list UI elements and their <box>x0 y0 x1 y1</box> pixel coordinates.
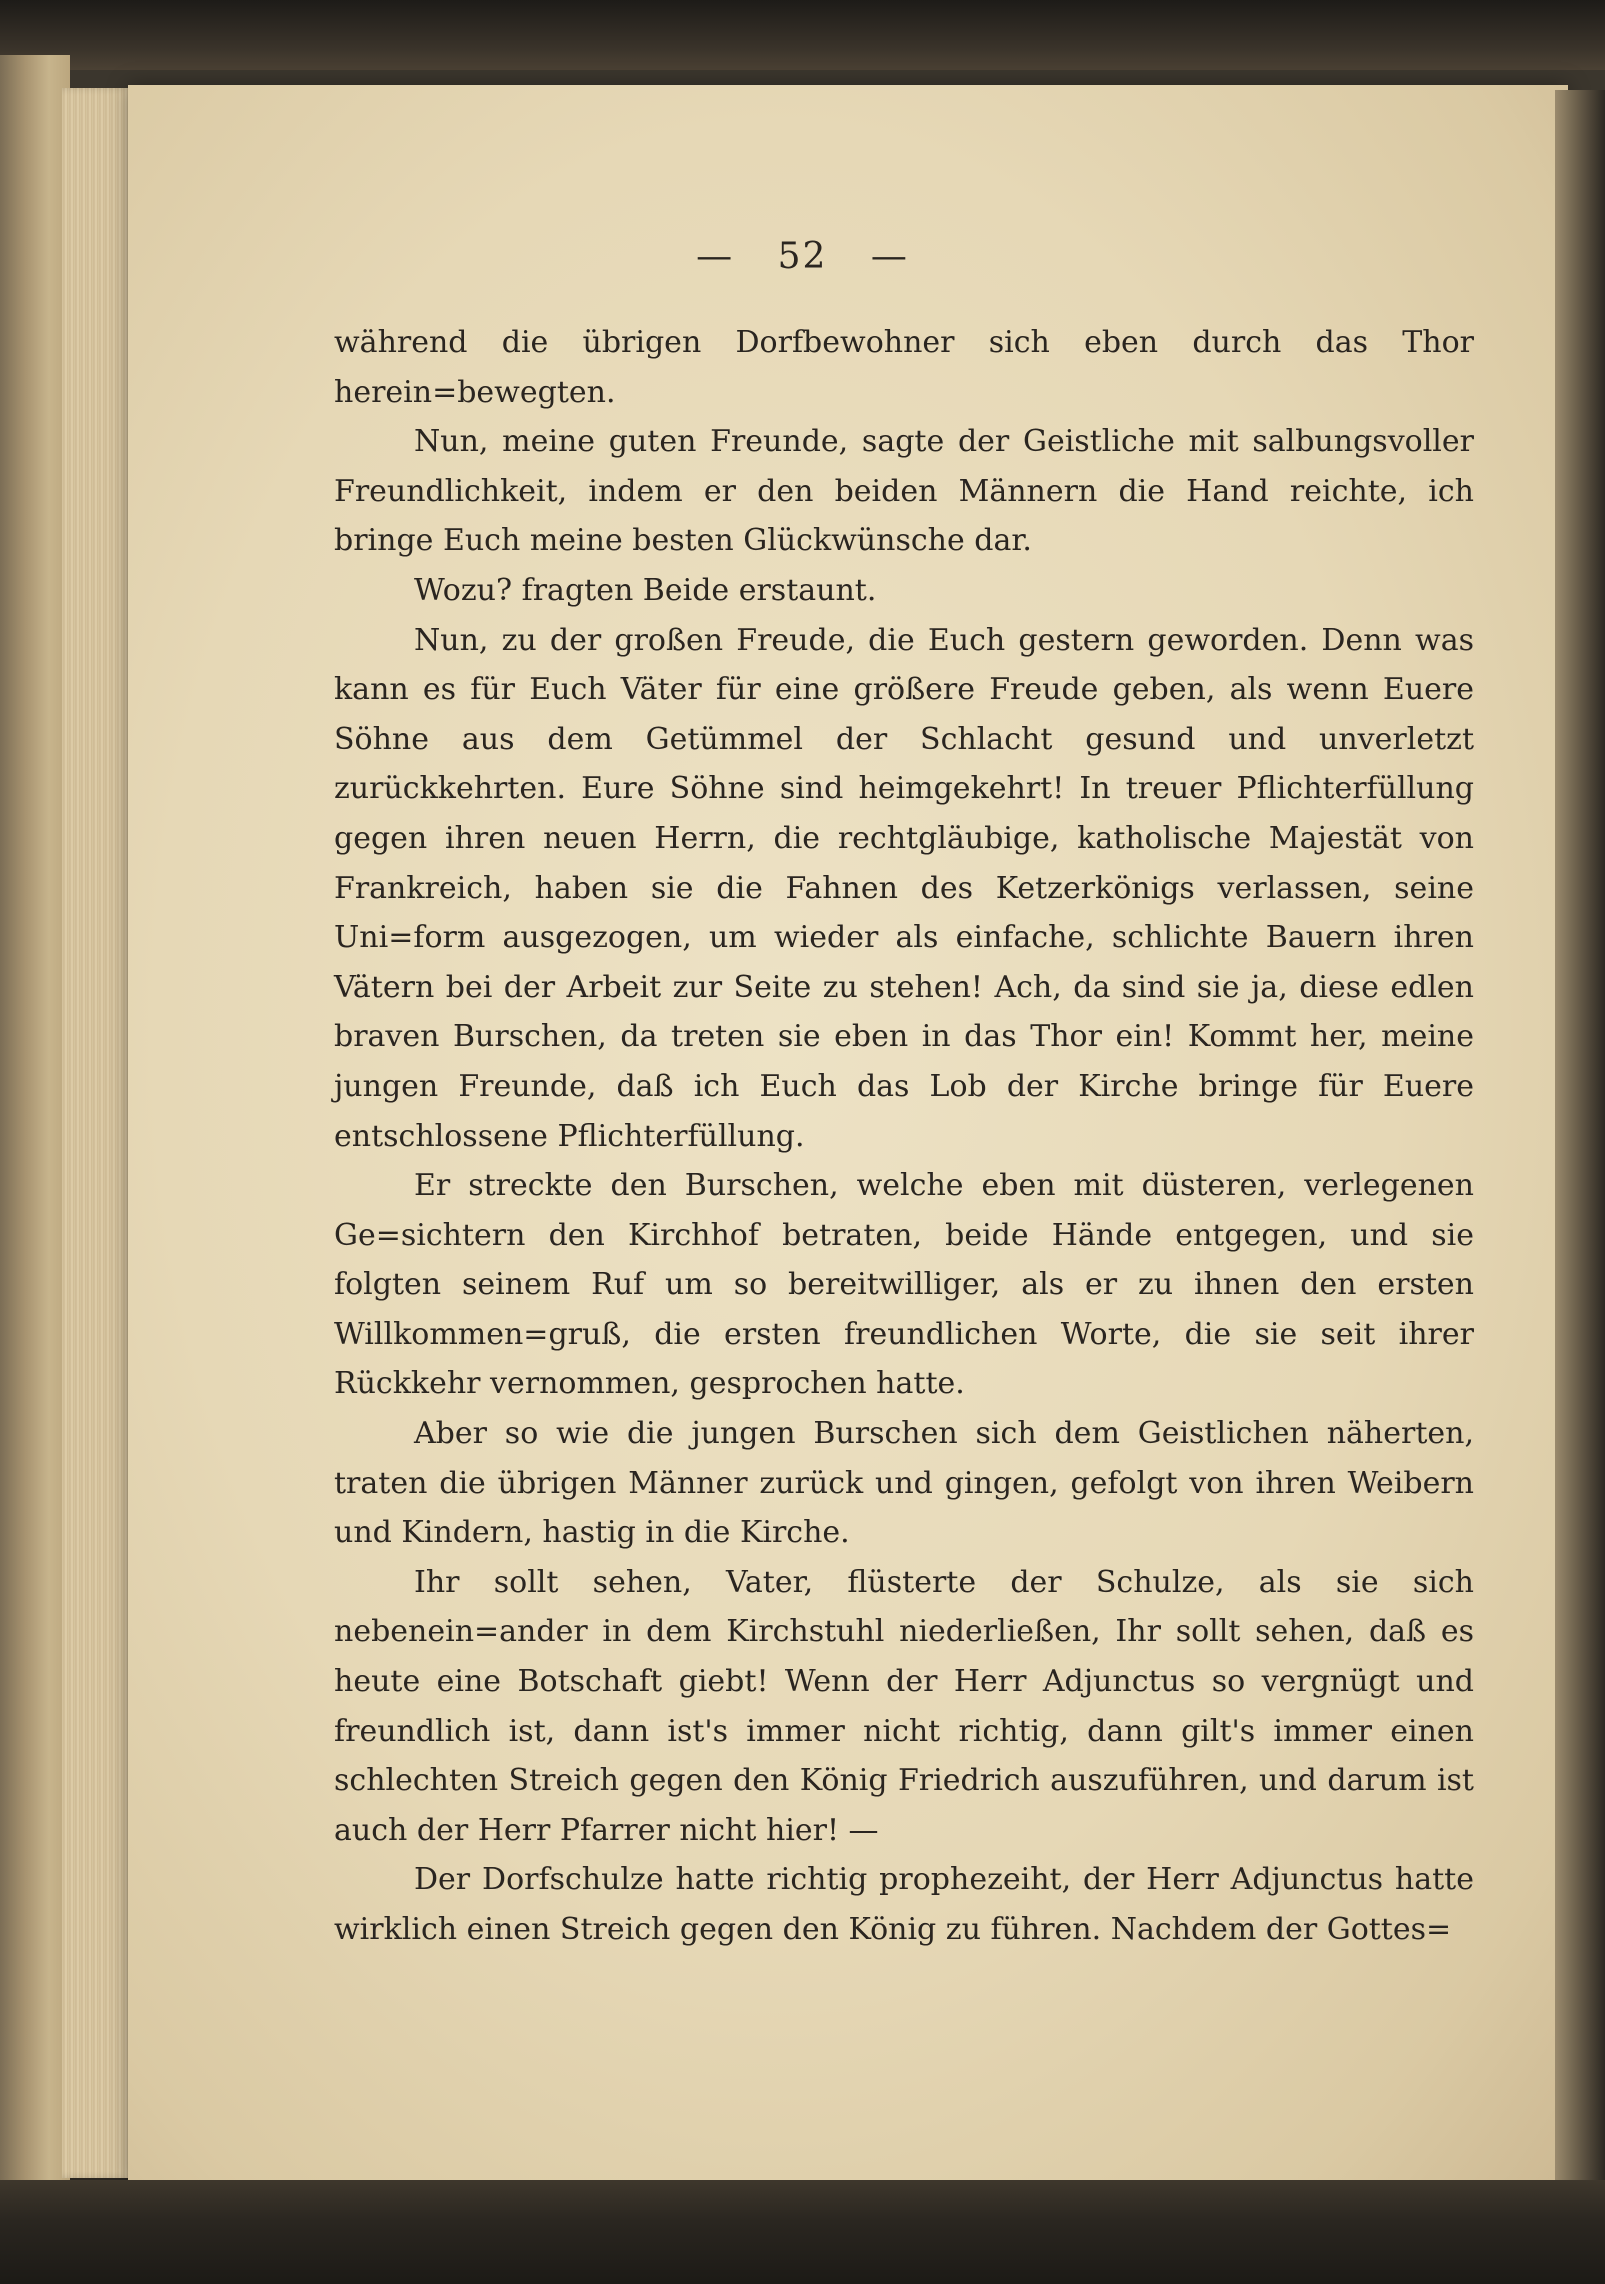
paragraph: Ihr sollt sehen, Vater, flüsterte der Schulze, als sie sich nebenein=ander in dem Kirchstuhl niederließen, Ihr sollt sehen, daß es heute eine Botschaft giebt! Wenn der Herr Adjunctus so vergnügt und freundlich ist, dann ist's immer nicht richtig, dann gilt's immer einen schlechten Streich gegen den König Friedrich auszuführen, und darum ist auch der Herr Pfarrer nicht hier! — <box>334 1564 1474 1848</box>
book-cover-bottom <box>0 2180 1605 2284</box>
book-cover-top <box>0 0 1605 70</box>
page-header <box>0 236 1605 286</box>
body-text <box>334 318 1474 1955</box>
page-stack-edges <box>62 88 134 2178</box>
paragraph: Er streckte den Burschen, welche eben mit düsteren, verlegenen Ge=sichtern den Kirchhof betraten, beide Hände entgegen, und sie folgten seinem Ruf um so bereitwilliger, als er zu ihnen den ersten Willkommen=gruß, die ersten freundlichen Worte, die sie seit ihrer Rückkehr vernommen, gesprochen hatte. <box>334 1168 1474 1402</box>
paragraph: Nun, zu der großen Freude, die Euch gestern geworden. Denn was kann es für Euch Väter für eine größere Freude geben, als wenn Euere Söhne aus dem Getümmel der Schlacht gesund und unverletzt zurückkehrten. Eure Söhne sind heimgekehrt! In treuer Pflichterfüllung gegen ihren neuen Herrn, die rechtgläubige, katholische Majestät von Frankreich, haben sie die Fahnen des Ketzerkönigs verlassen, seine Uni=form ausgezogen, um wieder als einfache, schlichte Bauern ihren Vätern bei der Arbeit zur Seite zu stehen! Ach, da sind sie ja, diese edlen braven Burschen, da treten sie eben in das Thor ein! Kommt her, meine jungen Freunde, daß ich Euch das Lob der Kirche bringe für Euere entschlossene Pflichterfüllung. <box>334 622 1474 1154</box>
paragraph: Nun, meine guten Freunde, sagte der Geistliche mit salbungsvoller Freundlichkeit, indem er den beiden Männern die Hand reichte, ich bringe Euch meine besten Glückwünsche dar. <box>334 424 1474 559</box>
book-gutter-right <box>1555 90 1605 2180</box>
page-number: 52 <box>777 236 828 277</box>
paragraph: Wozu? fragten Beide erstaunt. <box>414 572 877 608</box>
paragraph: Der Dorfschulze hatte richtig prophezeiht, der Herr Adjunctus hatte wirklich einen Streich gegen den König zu führen. Nachdem der Gottes= <box>334 1862 1474 1947</box>
book-cover-left <box>0 55 70 2205</box>
header-dash-left: — <box>696 236 735 277</box>
paragraph: Aber so wie die jungen Burschen sich dem Geistlichen näherten, traten die übrigen Männer zurück und gingen, gefolgt von ihren Weibern und Kindern, hastig in die Kirche. <box>334 1416 1474 1551</box>
header-dash-right: — <box>870 236 909 277</box>
paragraph: während die übrigen Dorfbewohner sich eben durch das Thor herein=bewegten. <box>334 325 1474 410</box>
